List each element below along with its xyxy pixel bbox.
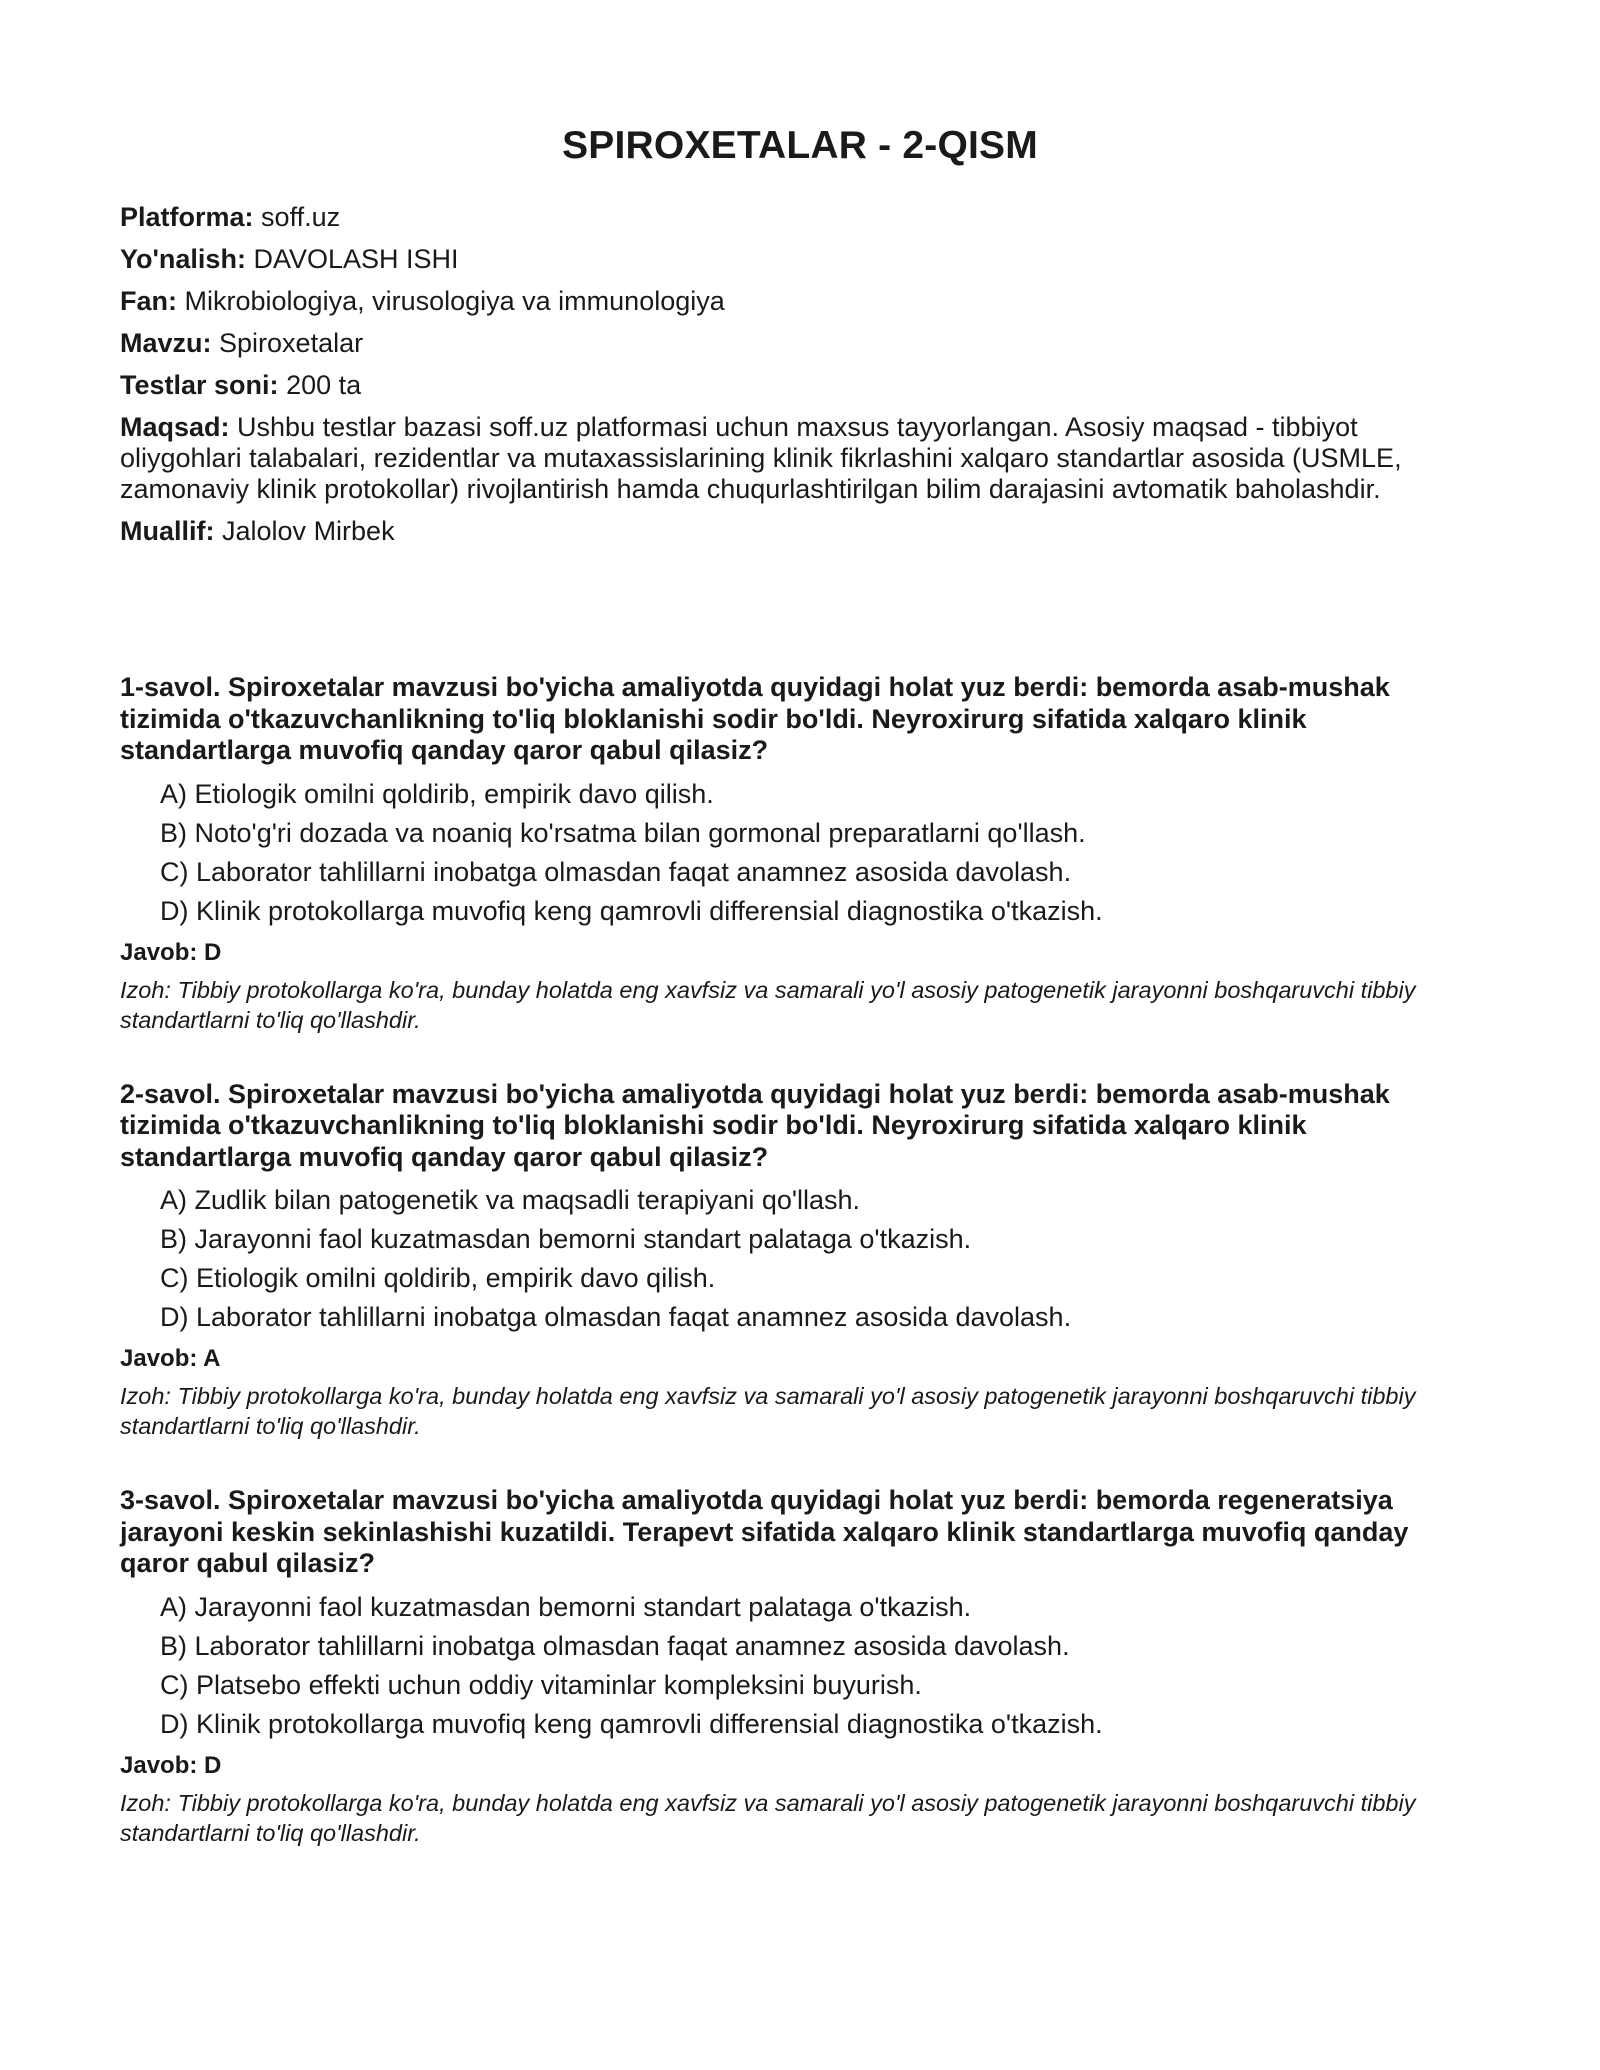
- meta-value: Ushbu testlar bazasi soff.uz platformasi uchun maxsus tayyorlangan. Asosiy maqsad - tibbiyot oliygohlari talabalari, rezidentlar va mutaxassislarining klinik fikrlashini xalqaro standartlar asosida (USMLE, zamonaviy klinik protokollar) rivojlantirish hamda chuqurlashtirilgan bilim darajasini avtomatik baholashdir.: [120, 412, 1402, 504]
- explanation-text: Izoh: Tibbiy protokollarga ko'ra, bunday holatda eng xavfsiz va samarali yo'l asosiy patogenetik jarayonni boshqaruvchi tibbiy standartlarni to'liq qo'llashdir.: [120, 976, 1416, 1033]
- option-c: C) Platsebo effekti uchun oddiy vitaminlar kompleksini buyurish.: [160, 1669, 922, 1700]
- meta-row-test-count: [120, 370, 1480, 401]
- answer-label: Javob: A: [120, 1345, 221, 1372]
- meta-key: Maqsad:: [120, 412, 230, 442]
- meta-key: Platforma:: [120, 202, 254, 232]
- option-d: D) Laborator tahlillarni inobatga olmasdan faqat anamnez asosida davolash.: [160, 1302, 1072, 1332]
- option-b: B) Laborator tahlillarni inobatga olmasdan faqat anamnez asosida davolash.: [160, 1630, 1070, 1661]
- page-title: SPIROXETALAR - 2-QISM: [562, 124, 1038, 167]
- option-c: C) Laborator tahlillarni inobatga olmasdan faqat anamnez asosida davolash.: [160, 856, 1072, 887]
- meta-row-author: [120, 516, 1480, 547]
- meta-value: 200 ta: [286, 370, 362, 400]
- option-a: A) Zudlik bilan patogenetik va maqsadli terapiyani qo'llash.: [160, 1185, 861, 1215]
- explanation-text: Izoh: Tibbiy protokollarga ko'ra, bunday holatda eng xavfsiz va samarali yo'l asosiy patogenetik jarayonni boshqaruvchi tibbiy standartlarni to'liq qo'llashdir.: [120, 1789, 1416, 1846]
- explanation-text: Izoh: Tibbiy protokollarga ko'ra, bunday holatda eng xavfsiz va samarali yo'l asosiy patogenetik jarayonni boshqaruvchi tibbiy standartlarni to'liq qo'llashdir.: [120, 1383, 1416, 1439]
- metadata-block: [120, 202, 1480, 558]
- option-b: B) Noto'g'ri dozada va noaniq ko'rsatma bilan gormonal preparatlarni qo'llash.: [160, 817, 1086, 848]
- meta-row-purpose: [120, 412, 1480, 505]
- answer-label: Javob: D: [120, 1751, 222, 1779]
- option-c: C) Etiologik omilni qoldirib, empirik davo qilish.: [160, 1263, 716, 1293]
- question-list: [120, 672, 1480, 1892]
- meta-row-platform: [120, 202, 1480, 233]
- question-item: [120, 672, 1480, 1035]
- meta-value: Spiroxetalar: [219, 328, 364, 358]
- meta-key: Testlar soni:: [120, 370, 279, 400]
- question-text: 3-savol. Spiroxetalar mavzusi bo'yicha amaliyotda quyidagi holat yuz berdi: bemorda regeneratsiya jarayoni keskin sekinlashishi kuzatildi. Terapevt sifatida xalqaro klinik standartlarga muvofiq qanday qaror qabul qilasiz?: [120, 1485, 1409, 1578]
- meta-row-topic: [120, 328, 1480, 359]
- option-a: A) Etiologik omilni qoldirib, empirik davo qilish.: [160, 778, 714, 809]
- option-b: B) Jarayonni faol kuzatmasdan bemorni standart palataga o'tkazish.: [160, 1224, 972, 1254]
- question-text: 2-savol. Spiroxetalar mavzusi bo'yicha amaliyotda quyidagi holat yuz berdi: bemorda asab-mushak tizimida o'tkazuvchanlikning to'liq bloklanishi sodir bo'ldi. Neyroxirurg sifatida xalqaro klinik standartlarga muvofiq qanday qaror qabul qilasiz?: [120, 1078, 1390, 1172]
- meta-value: Jalolov Mirbek: [222, 516, 395, 546]
- option-a: A) Jarayonni faol kuzatmasdan bemorni standart palataga o'tkazish.: [160, 1591, 972, 1622]
- option-d: D) Klinik protokollarga muvofiq keng qamrovli differensial diagnostika o'tkazish.: [160, 895, 1103, 926]
- question-item: [120, 1079, 1480, 1442]
- option-list: [160, 1185, 1480, 1333]
- meta-key: Yo'nalish:: [120, 244, 246, 274]
- answer-label: Javob: D: [120, 938, 222, 966]
- meta-key: Fan:: [120, 286, 177, 316]
- meta-row-subject: [120, 286, 1480, 317]
- meta-value: soff.uz: [261, 202, 341, 232]
- meta-row-direction: [120, 244, 1480, 275]
- question-item: [120, 1485, 1480, 1848]
- question-text: 1-savol. Spiroxetalar mavzusi bo'yicha amaliyotda quyidagi holat yuz berdi: bemorda asab-mushak tizimida o'tkazuvchanlikning to'liq bloklanishi sodir bo'ldi. Neyroxirurg sifatida xalqaro klinik standartlarga muvofiq qanday qaror qabul qilasiz?: [120, 672, 1390, 765]
- meta-value: Mikrobiologiya, virusologiya va immunologiya: [184, 286, 725, 316]
- meta-value: DAVOLASH ISHI: [253, 244, 459, 274]
- meta-key: Mavzu:: [120, 328, 212, 358]
- option-d: D) Klinik protokollarga muvofiq keng qamrovli differensial diagnostika o'tkazish.: [160, 1708, 1103, 1739]
- option-list: [160, 779, 1480, 927]
- meta-key: Muallif:: [120, 516, 215, 546]
- option-list: [160, 1592, 1480, 1740]
